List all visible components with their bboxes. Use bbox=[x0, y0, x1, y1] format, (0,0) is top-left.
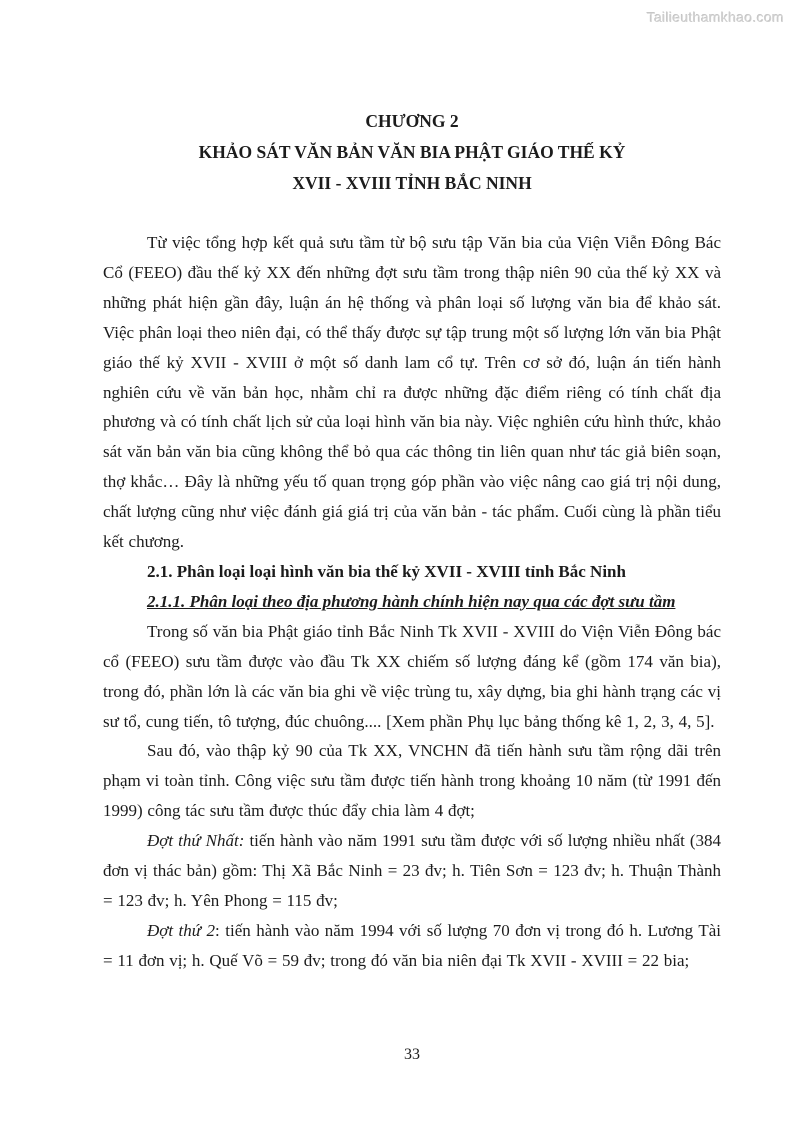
chapter-number: CHƯƠNG 2 bbox=[365, 111, 459, 131]
phase-2-label: Đợt thứ 2 bbox=[147, 920, 216, 940]
phase-1-text: tiến hành vào năm 1991 sưu tầm được với số lượng nhiều nhất (384 đơn vị thác bản) gồm: Thị Xã Bắc Ninh = 23 đv; h. Tiên Sơn = 123 đv; h. Thuận Thành = 123 đv; h. Yên Phong = 115 đv; bbox=[103, 831, 722, 910]
paragraph-survey-phase-1 bbox=[103, 826, 721, 916]
chapter-title bbox=[103, 106, 721, 199]
paragraph-feeo-collection: Trong số văn bia Phật giáo tỉnh Bắc Ninh Tk XVII - XVIII do Viện Viễn Đông bác cổ (FEEO) sưu tầm được vào đầu Tk XX chiếm số lượng đáng kể (gồm 174 văn bia), trong đó, phần lớn là các văn bia ghi về việc trùng tu, xây dựng, bia ghi hành trạng các vị sư tổ, cung tiến, tô tượng, đúc chuông.... [Xem phần Phụ lục bảng thống kê 1, 2, 3, 4, 5]. bbox=[103, 621, 721, 731]
phase-1-label: Đợt thứ Nhất: bbox=[147, 831, 245, 851]
chapter-title-line-2: KHẢO SÁT VĂN BẢN VĂN BIA PHẬT GIÁO THẾ KỶ bbox=[198, 142, 626, 162]
paragraph-survey-phase-2 bbox=[103, 916, 721, 976]
paragraph-intro: Từ việc tổng hợp kết quả sưu tầm từ bộ sưu tập Văn bia của Viện Viễn Đông Bác Cổ (FEEO) đầu thế kỷ XX đến những đợt sưu tầm trong thập niên 90 của thế kỷ XX và những phát hiện gần đây, luận án hệ thống và phân loại số lượng văn bia để khảo sát. Việc phân loại theo niên đại, có thể thấy được sự tập trung một số lượng lớn văn bia Phật giáo thế kỷ XVII - XVIII ở một số danh lam cổ tự. Trên cơ sở đó, luận án tiến hành nghiên cứu về văn bản học, nhằm chỉ ra được những đặc điểm riêng có tính chất địa phương và có tính chất lịch sử của loại hình văn bia này. Việc nghiên cứu hình thức, khảo sát văn bản văn bia cũng không thể bỏ qua các thông tin liên quan như tác giả biên soạn, thợ khắc… Đây là những yếu tố quan trọng góp phần vào việc nâng cao giá trị nội dung, chất lượng cũng như việc đánh giá giá trị của văn bản - tác phẩm. Cuối cùng là phần tiểu kết chương. bbox=[103, 233, 721, 552]
section-heading-2-1: 2.1. Phân loại loại hình văn bia thế kỷ XVII - XVIII tỉnh Bắc Ninh bbox=[147, 561, 626, 581]
paragraph-vnchn-survey: Sau đó, vào thập kỷ 90 của Tk XX, VNCHN đã tiến hành sưu tầm rộng dãi trên phạm vi toàn tỉnh. Công việc sưu tầm được tiến hành trong khoảng 10 năm (từ 1991 đến 1999) công tác sưu tầm được thúc đẩy chia làm 4 đợt; bbox=[103, 741, 721, 821]
page-content bbox=[103, 106, 721, 976]
subsection-heading-2-1-1 bbox=[103, 587, 721, 617]
subsection-heading-text: 2.1.1. Phân loại theo địa phương hành chính hiện nay qua các đợt sưu tầm bbox=[147, 591, 676, 611]
watermark-text: Tailieuthamkhao.com bbox=[646, 9, 784, 25]
page-number: 33 bbox=[404, 1046, 420, 1063]
chapter-title-line-3: XVII - XVIII TỈNH BẮC NINH bbox=[292, 173, 532, 193]
phase-2-text: : tiến hành vào năm 1994 với số lượng 70 đơn vị trong đó h. Lương Tài = 11 đơn vị; h. Quế Võ = 59 đv; trong đó văn bia niên đại Tk XVII - XVIII = 22 bia; bbox=[103, 920, 721, 970]
